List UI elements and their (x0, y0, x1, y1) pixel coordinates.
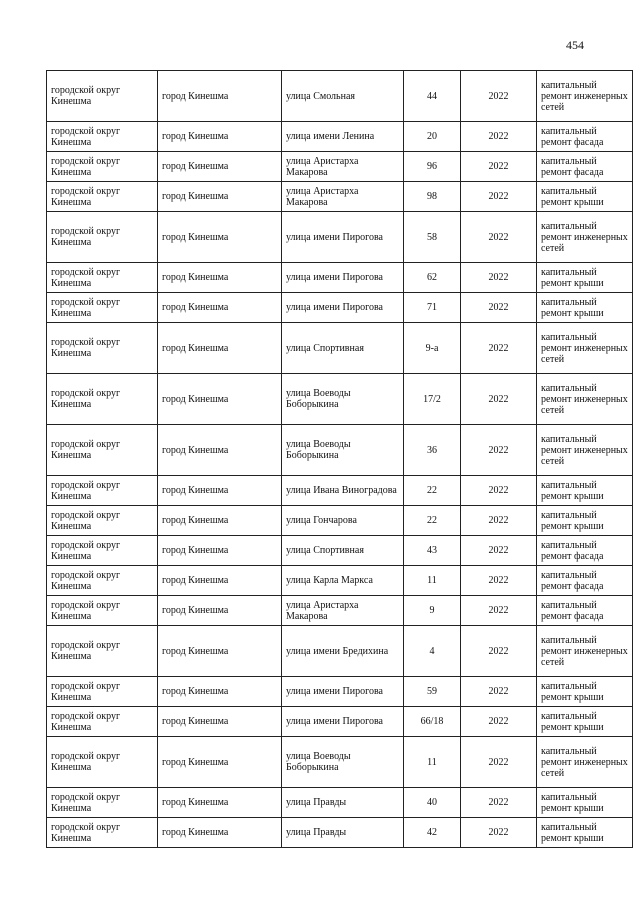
street-cell: улица имени Пирогова (282, 707, 404, 737)
municipality-cell: городской округ Кинешма (47, 506, 158, 536)
year-cell: 2022 (461, 626, 537, 677)
house-number-cell: 4 (404, 626, 461, 677)
work-type-cell: капитальный ремонт фасада (537, 152, 633, 182)
municipality-cell: городской округ Кинешма (47, 626, 158, 677)
year-cell: 2022 (461, 374, 537, 425)
street-cell: улица Воеводы Боборыкина (282, 737, 404, 788)
municipality-cell: городской округ Кинешма (47, 152, 158, 182)
page-number: 454 (566, 38, 584, 52)
year-cell: 2022 (461, 677, 537, 707)
house-number-cell: 17/2 (404, 374, 461, 425)
municipality-cell: городской округ Кинешма (47, 425, 158, 476)
house-number-cell: 71 (404, 293, 461, 323)
house-number-cell: 42 (404, 818, 461, 848)
year-cell: 2022 (461, 122, 537, 152)
house-number-cell: 44 (404, 71, 461, 122)
work-type-cell: капитальный ремонт инженерных сетей (537, 425, 633, 476)
work-type-cell: капитальный ремонт фасада (537, 122, 633, 152)
locality-cell: город Кинешма (158, 212, 282, 263)
street-cell: улица Смольная (282, 71, 404, 122)
municipality-cell: городской округ Кинешма (47, 182, 158, 212)
street-cell: улица имени Пирогова (282, 212, 404, 263)
locality-cell: город Кинешма (158, 707, 282, 737)
locality-cell: город Кинешма (158, 182, 282, 212)
locality-cell: город Кинешма (158, 677, 282, 707)
locality-cell: город Кинешма (158, 626, 282, 677)
table-body (47, 71, 633, 848)
year-cell: 2022 (461, 506, 537, 536)
municipality-cell: городской округ Кинешма (47, 677, 158, 707)
street-cell: улица Спортивная (282, 323, 404, 374)
table-row (47, 707, 633, 737)
year-cell: 2022 (461, 788, 537, 818)
locality-cell: город Кинешма (158, 737, 282, 788)
locality-cell: город Кинешма (158, 425, 282, 476)
municipality-cell: городской округ Кинешма (47, 566, 158, 596)
year-cell: 2022 (461, 818, 537, 848)
year-cell: 2022 (461, 596, 537, 626)
locality-cell: город Кинешма (158, 818, 282, 848)
table-row (47, 506, 633, 536)
street-cell: улица Спортивная (282, 536, 404, 566)
locality-cell: город Кинешма (158, 566, 282, 596)
house-number-cell: 22 (404, 506, 461, 536)
work-type-cell: капитальный ремонт крыши (537, 818, 633, 848)
year-cell: 2022 (461, 707, 537, 737)
table-row (47, 293, 633, 323)
street-cell: улица Правды (282, 788, 404, 818)
municipality-cell: городской округ Кинешма (47, 374, 158, 425)
table-row (47, 182, 633, 212)
house-number-cell: 62 (404, 263, 461, 293)
work-type-cell: капитальный ремонт фасада (537, 596, 633, 626)
year-cell: 2022 (461, 263, 537, 293)
repair-schedule-table (46, 70, 633, 848)
year-cell: 2022 (461, 212, 537, 263)
work-type-cell: капитальный ремонт крыши (537, 677, 633, 707)
street-cell: улица имени Бредихина (282, 626, 404, 677)
work-type-cell: капитальный ремонт крыши (537, 506, 633, 536)
work-type-cell: капитальный ремонт инженерных сетей (537, 323, 633, 374)
table-row (47, 152, 633, 182)
table-row (47, 536, 633, 566)
work-type-cell: капитальный ремонт крыши (537, 293, 633, 323)
street-cell: улица Гончарова (282, 506, 404, 536)
street-cell: улица Аристарха Макарова (282, 152, 404, 182)
street-cell: улица Аристарха Макарова (282, 596, 404, 626)
locality-cell: город Кинешма (158, 788, 282, 818)
year-cell: 2022 (461, 425, 537, 476)
table-row (47, 818, 633, 848)
work-type-cell: капитальный ремонт фасада (537, 536, 633, 566)
municipality-cell: городской округ Кинешма (47, 788, 158, 818)
work-type-cell: капитальный ремонт крыши (537, 788, 633, 818)
house-number-cell: 43 (404, 536, 461, 566)
street-cell: улица имени Ленина (282, 122, 404, 152)
locality-cell: город Кинешма (158, 374, 282, 425)
street-cell: улица Карла Маркса (282, 566, 404, 596)
house-number-cell: 96 (404, 152, 461, 182)
street-cell: улица имени Пирогова (282, 263, 404, 293)
locality-cell: город Кинешма (158, 476, 282, 506)
street-cell: улица Правды (282, 818, 404, 848)
street-cell: улица Ивана Виноградова (282, 476, 404, 506)
work-type-cell: капитальный ремонт крыши (537, 182, 633, 212)
work-type-cell: капитальный ремонт инженерных сетей (537, 71, 633, 122)
house-number-cell: 36 (404, 425, 461, 476)
house-number-cell: 22 (404, 476, 461, 506)
year-cell: 2022 (461, 536, 537, 566)
house-number-cell: 9 (404, 596, 461, 626)
locality-cell: город Кинешма (158, 323, 282, 374)
work-type-cell: капитальный ремонт инженерных сетей (537, 737, 633, 788)
work-type-cell: капитальный ремонт фасада (537, 566, 633, 596)
municipality-cell: городской округ Кинешма (47, 263, 158, 293)
table-row (47, 212, 633, 263)
work-type-cell: капитальный ремонт крыши (537, 476, 633, 506)
street-cell: улица имени Пирогова (282, 677, 404, 707)
work-type-cell: капитальный ремонт инженерных сетей (537, 374, 633, 425)
table-row (47, 677, 633, 707)
work-type-cell: капитальный ремонт крыши (537, 263, 633, 293)
municipality-cell: городской округ Кинешма (47, 818, 158, 848)
year-cell: 2022 (461, 182, 537, 212)
table-row (47, 425, 633, 476)
table-row (47, 596, 633, 626)
table-row (47, 788, 633, 818)
table-row (47, 566, 633, 596)
year-cell: 2022 (461, 152, 537, 182)
table-row (47, 626, 633, 677)
municipality-cell: городской округ Кинешма (47, 122, 158, 152)
work-type-cell: капитальный ремонт инженерных сетей (537, 212, 633, 263)
street-cell: улица Аристарха Макарова (282, 182, 404, 212)
house-number-cell: 40 (404, 788, 461, 818)
year-cell: 2022 (461, 71, 537, 122)
house-number-cell: 66/18 (404, 707, 461, 737)
house-number-cell: 98 (404, 182, 461, 212)
house-number-cell: 9-а (404, 323, 461, 374)
table-row (47, 71, 633, 122)
table-row (47, 122, 633, 152)
locality-cell: город Кинешма (158, 596, 282, 626)
municipality-cell: городской округ Кинешма (47, 737, 158, 788)
municipality-cell: городской округ Кинешма (47, 293, 158, 323)
table-row (47, 323, 633, 374)
municipality-cell: городской округ Кинешма (47, 71, 158, 122)
year-cell: 2022 (461, 293, 537, 323)
municipality-cell: городской округ Кинешма (47, 707, 158, 737)
house-number-cell: 11 (404, 737, 461, 788)
municipality-cell: городской округ Кинешма (47, 476, 158, 506)
municipality-cell: городской округ Кинешма (47, 536, 158, 566)
street-cell: улица имени Пирогова (282, 293, 404, 323)
locality-cell: город Кинешма (158, 152, 282, 182)
year-cell: 2022 (461, 476, 537, 506)
house-number-cell: 11 (404, 566, 461, 596)
municipality-cell: городской округ Кинешма (47, 323, 158, 374)
house-number-cell: 58 (404, 212, 461, 263)
locality-cell: город Кинешма (158, 263, 282, 293)
municipality-cell: городской округ Кинешма (47, 596, 158, 626)
house-number-cell: 59 (404, 677, 461, 707)
table-row (47, 263, 633, 293)
locality-cell: город Кинешма (158, 122, 282, 152)
street-cell: улица Воеводы Боборыкина (282, 374, 404, 425)
locality-cell: город Кинешма (158, 506, 282, 536)
house-number-cell: 20 (404, 122, 461, 152)
street-cell: улица Воеводы Боборыкина (282, 425, 404, 476)
locality-cell: город Кинешма (158, 536, 282, 566)
locality-cell: город Кинешма (158, 293, 282, 323)
year-cell: 2022 (461, 737, 537, 788)
table-row (47, 374, 633, 425)
work-type-cell: капитальный ремонт инженерных сетей (537, 626, 633, 677)
year-cell: 2022 (461, 323, 537, 374)
locality-cell: город Кинешма (158, 71, 282, 122)
work-type-cell: капитальный ремонт крыши (537, 707, 633, 737)
table-row (47, 476, 633, 506)
year-cell: 2022 (461, 566, 537, 596)
municipality-cell: городской округ Кинешма (47, 212, 158, 263)
table-row (47, 737, 633, 788)
